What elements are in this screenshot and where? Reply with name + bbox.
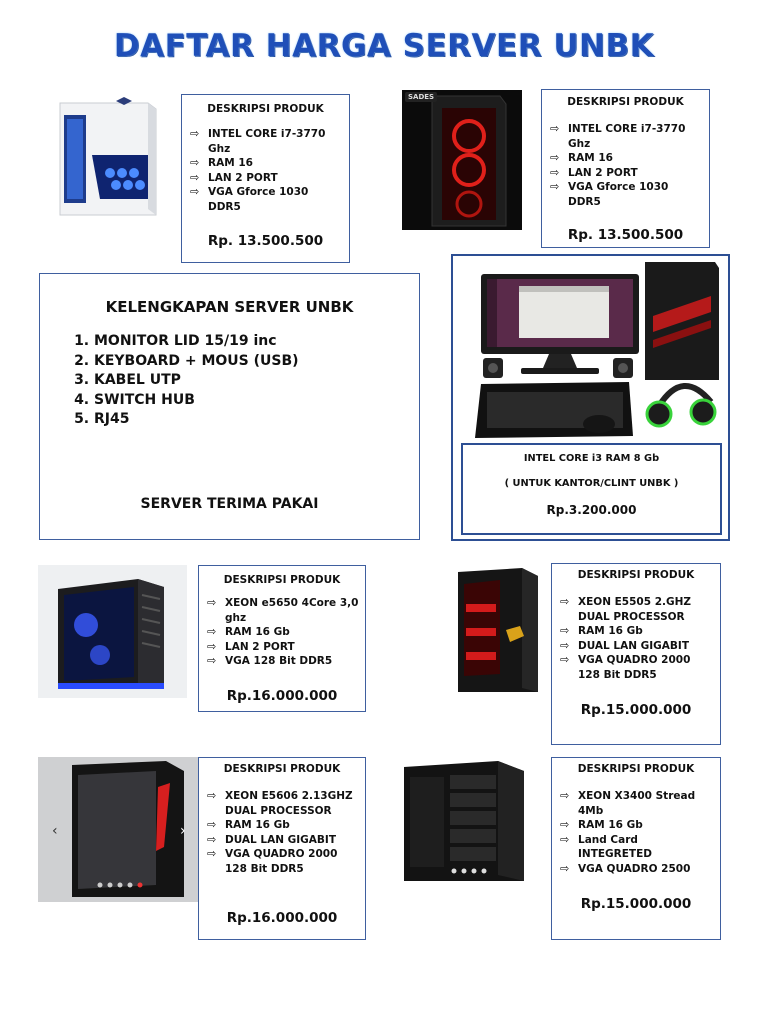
kelengkapan-box [39,273,420,540]
feature-item: ⇨ VGA 128 Bit DDR5 [205,654,359,669]
product-3-features [199,596,365,669]
product-6-heading: DESKRIPSI PRODUK [577,763,695,775]
feature-item: ⇨ LAN 2 PORT [548,166,703,181]
client-note: ( UNTUK KANTOR/CLINT UNBK ) [504,478,679,489]
blue-glass-pc-case-icon [38,565,187,698]
list-item: 3. KABEL UTP [94,371,299,391]
product-2-features [542,122,709,210]
client-pc-box [451,254,730,541]
product-1-features [182,127,349,215]
product-4-image [450,564,545,696]
product-4-box [551,563,721,745]
product-6-box [551,757,721,940]
brand-name: SADES [408,93,435,101]
product-5-features [199,789,365,877]
list-item: 1. MONITOR LID 15/19 inc [94,332,299,352]
feature-item: ⇨ LAN 2 PORT [205,640,359,655]
feature-item: ⇨ DUAL LAN GIGABIT [558,639,714,654]
feature-item: ⇨ RAM 16 Gb [558,624,714,639]
product-2-image [402,90,522,230]
kelengkapan-footer: SERVER TERIMA PAKAI [140,496,319,512]
product-4-features [552,595,720,683]
red-gaming-pc-case-icon [450,564,545,696]
product-3-box [198,565,366,712]
svg-text:›: › [180,823,186,839]
client-price: Rp.3.200.000 [546,503,637,517]
client-spec: INTEL CORE i3 RAM 8 Gb [523,453,660,464]
product-4-price: Rp.15.000.000 [580,702,692,718]
kelengkapan-title: KELENGKAPAN SERVER UNBK [105,298,354,316]
feature-item: ⇨ XEON E5505 2.GHZ DUAL PROCESSOR [558,595,714,624]
feature-item: ⇨ XEON X3400 Stread 4Mb [558,789,714,818]
feature-item: ⇨ VGA Gforce 1030 DDR5 [548,180,703,209]
product-3-image [38,565,187,698]
brand-logo [405,92,437,102]
client-pc-set-icon [453,256,728,441]
product-2-box [541,89,710,248]
feature-item: ⇨ Land Card INTEGRETED [558,833,714,862]
product-1-price: Rp. 13.500.500 [207,233,324,249]
product-5-heading: DESKRIPSI PRODUK [223,763,341,775]
red-fan-pc-case-icon [402,90,522,230]
product-1-image [40,95,168,223]
white-pc-case-icon [40,95,168,223]
list-item: 4. SWITCH HUB [94,391,299,411]
feature-item: ⇨ RAM 16 Gb [558,818,714,833]
product-1-box [181,94,350,263]
product-6-image [390,757,538,885]
product-5-box [198,757,366,940]
feature-item: ⇨ XEON E5606 2.13GHZ DUAL PROCESSOR [205,789,359,818]
feature-item: ⇨ RAM 16 [188,156,343,171]
feature-item: ⇨ VGA Gforce 1030 DDR5 [188,185,343,214]
feature-item: ⇨ RAM 16 [548,151,703,166]
feature-item: ⇨ LAN 2 PORT [188,171,343,186]
product-5-price: Rp.16.000.000 [226,910,338,926]
product-2-price: Rp. 13.500.500 [567,227,684,243]
product-6-price: Rp.15.000.000 [580,896,692,912]
feature-item: ⇨ VGA QUADRO 2500 [558,862,714,877]
product-2-heading: DESKRIPSI PRODUK [567,96,684,108]
feature-item: ⇨ DUAL LAN GIGABIT [205,833,359,848]
feature-item: ⇨ RAM 16 Gb [205,625,359,640]
black-server-tower-icon [390,757,538,885]
kelengkapan-list [70,332,299,430]
product-4-heading: DESKRIPSI PRODUK [577,569,695,581]
product-1-heading: DESKRIPSI PRODUK [207,103,324,115]
product-3-heading: DESKRIPSI PRODUK [223,574,341,586]
feature-item: ⇨ RAM 16 Gb [205,818,359,833]
svg-text:‹: ‹ [52,823,58,839]
list-item: 2. KEYBOARD + MOUS (USB) [94,352,299,372]
client-pc-info [461,443,722,535]
page-title: DAFTAR HARGA SERVER UNBK [113,28,655,64]
black-tempered-glass-pc-case-icon [38,757,198,902]
product-3-price: Rp.16.000.000 [226,688,338,704]
feature-item: ⇨ VGA QUADRO 2000 128 Bit DDR5 [205,847,359,876]
product-5-image [38,757,198,902]
product-6-features [552,789,720,877]
list-item: 5. RJ45 [94,410,299,430]
feature-item: ⇨ INTEL CORE i7-3770 Ghz [188,127,343,156]
feature-item: ⇨ INTEL CORE i7-3770 Ghz [548,122,703,151]
feature-item: ⇨ XEON e5650 4Core 3,0 ghz [205,596,359,625]
feature-item: ⇨ VGA QUADRO 2000 128 Bit DDR5 [558,653,714,682]
